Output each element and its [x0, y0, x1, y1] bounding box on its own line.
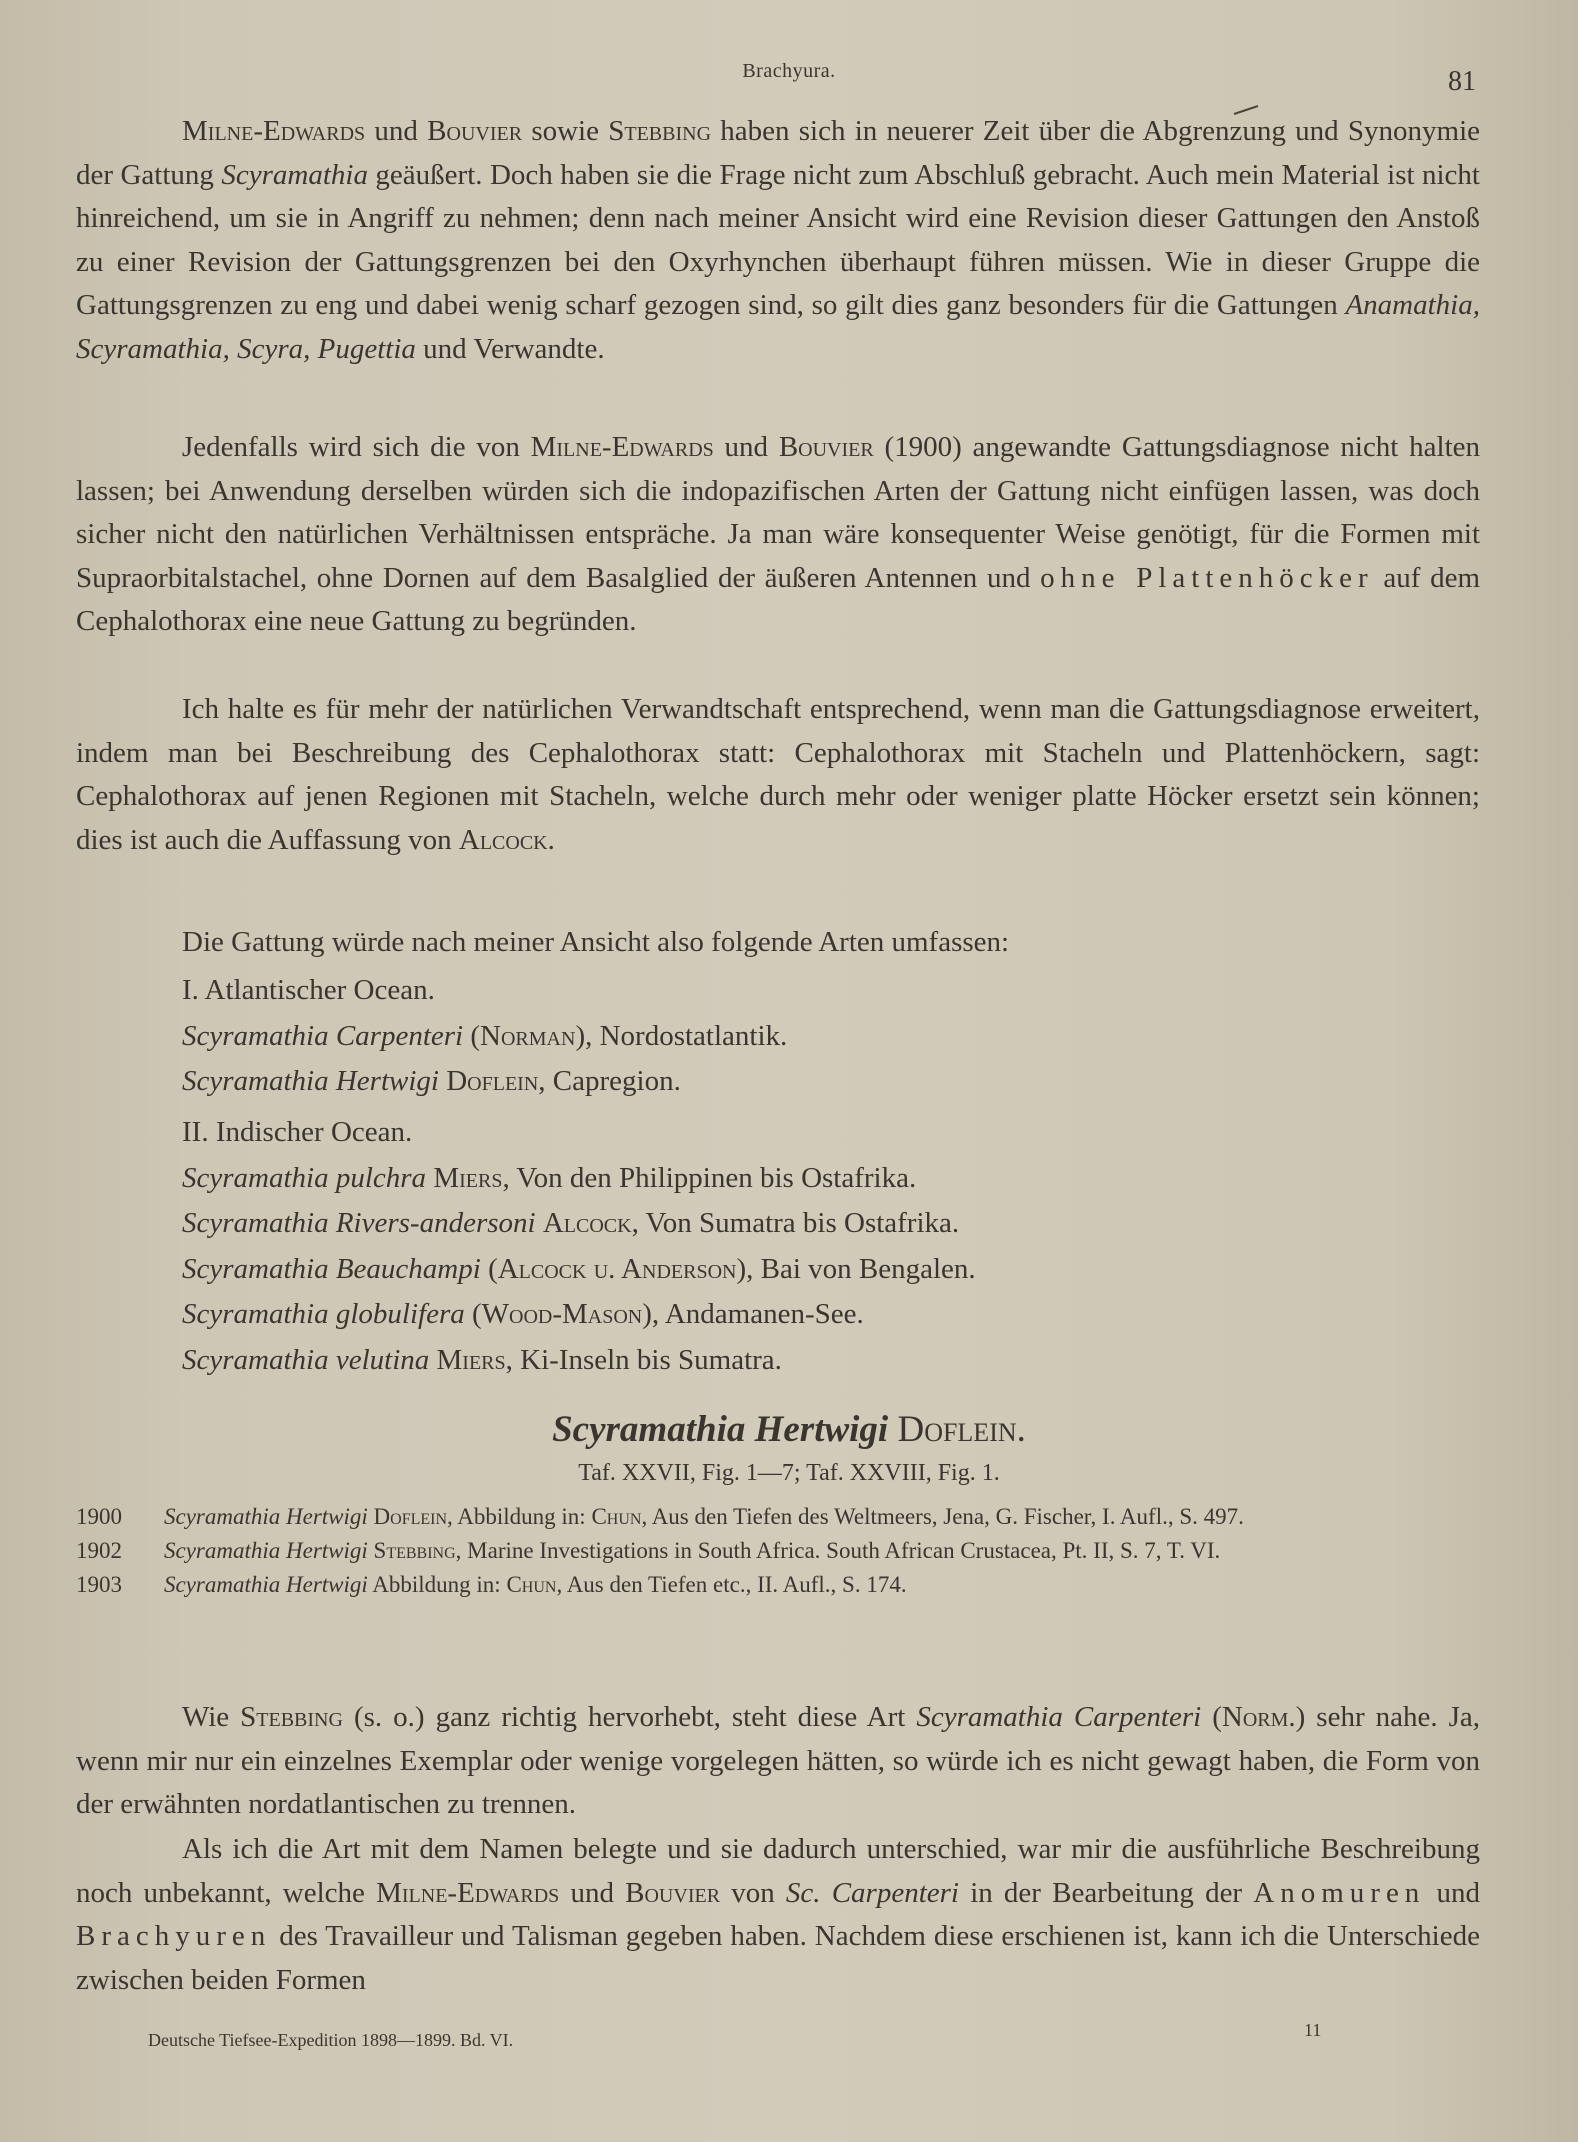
genus-name: Scyramathia	[182, 1161, 329, 1194]
author-name: Doflein	[446, 1065, 539, 1097]
text-run: und Verwandte.	[415, 332, 605, 365]
species-name: Rivers-andersoni	[335, 1207, 536, 1239]
species-list-indian	[182, 1110, 1432, 1383]
species-list-atlantic	[182, 968, 1432, 1105]
list-heading: II. Indischer Ocean.	[182, 1116, 413, 1148]
author-name: Bouvier	[427, 115, 523, 147]
text-run: , Aus den Tiefen des Weltmeers, Jena, G. Fischer, I. Aufl., S. 497.	[641, 1504, 1244, 1529]
genus-name: Scyramathia	[182, 1019, 329, 1052]
author-name: Stebbing	[240, 1701, 343, 1733]
signature-mark: 11	[1304, 2020, 1322, 2040]
author-name: Bouvier	[778, 431, 874, 463]
genus-name: Scyramathia	[182, 1065, 329, 1097]
text-run: Abbildung in:	[372, 1572, 507, 1597]
text-run: ), Bai von Bengalen.	[736, 1252, 976, 1285]
reference-species: Scyramathia Hertwigi	[164, 1572, 368, 1597]
species-name: globulifera	[335, 1298, 465, 1330]
text-run: sowie	[522, 115, 609, 147]
text-run: und	[365, 115, 428, 147]
species-title-author: Doflein.	[897, 1409, 1026, 1450]
text-run: und	[1425, 1876, 1480, 1909]
text-run: .	[547, 823, 555, 856]
author-name: Wood-Mason	[481, 1298, 643, 1330]
series-footer: Deutsche Tiefsee-Expedition 1898—1899. Bd. VI.	[148, 2030, 514, 2050]
text-run: und	[559, 1876, 626, 1909]
author-name: Milne-Edwards	[530, 431, 714, 463]
author-name: Chun	[506, 1572, 557, 1597]
author-name: Stebbing	[373, 1538, 456, 1563]
author-name: Stebbing	[608, 115, 712, 147]
author-name: Alcock u. Anderson	[497, 1252, 737, 1285]
emphasis-spaced: Anomuren	[1253, 1876, 1426, 1909]
list-item	[182, 1059, 1432, 1105]
paragraph-6	[76, 1828, 1480, 2002]
author-name: Bouvier	[625, 1876, 721, 1909]
author-name: Milne-Edwards	[182, 115, 366, 147]
text-run: , Marine Investigations in South Africa. South African Crustacea, Pt. II, S. 7, T. VI.	[455, 1538, 1221, 1563]
species-name: Scyramathia Carpenteri	[916, 1701, 1202, 1733]
text-run: Ich halte es für mehr der natürlichen Verwandtschaft entsprechend, wenn man die Gattungsdiagnose erweitert, indem man bei Beschreibung des Cephalothorax statt: Cephalothorax mit Stacheln und Plattenhöckern, sagt: Cephalothorax auf jenen Regionen mit Stacheln, welche durch mehr oder weniger platte Höcker ersetzt sein können; dies ist auch die Auffassung von	[76, 693, 1480, 856]
species-name: pulchra	[335, 1161, 427, 1194]
text-run: (s. o.) ganz richtig hervorhebt, steht diese Art	[342, 1701, 917, 1733]
author-name: Norman	[480, 1019, 576, 1052]
text-run: geäußert. Doch haben sie die Frage nicht zum Abschluß gebracht. Auch mein Material ist nicht hinreichend, um sie in Angriff zu nehmen; denn nach meiner Ansicht wird eine Revision dieser Gattungen den Anstoß zu einer Revision der Gattungsgrenzen bei den Oxyrhynchen überhaupt führen müssen. Wie in dieser Gruppe die Gattungsgrenzen zu eng und dabei wenig scharf gezogen sind, so gilt dies ganz besonders für die Gattungen	[76, 158, 1480, 321]
text-run: (	[480, 1252, 498, 1285]
text-run: ), Andamanen-See.	[642, 1298, 864, 1330]
text-run: , Capregion.	[538, 1065, 681, 1097]
list-item	[182, 1338, 1432, 1384]
species-name: Beauchampi	[335, 1252, 481, 1285]
reference-year: 1902	[76, 1538, 122, 1563]
text-run: Die Gattung würde nach meiner Ansicht also folgende Arten umfassen:	[182, 926, 1010, 958]
species-heading	[0, 1408, 1578, 1451]
text-run: (1900) angewandte Gattungsdiagnose nicht halten lassen; bei Anwendung derselben würden sich die indopazifischen Arten der Gattung nicht einfügen lassen, was doch sicher nicht den natürlichen Verhältnissen entspräche. Ja man wäre konsequenter Weise genötigt, für die Formen mit Supraorbitalstachel, ohne Dornen auf dem Basalglied der äußeren Antennen und	[76, 431, 1480, 594]
paragraph-5	[76, 1696, 1480, 1827]
list-item	[182, 1201, 1432, 1247]
author-name: Milne-Edwards	[376, 1876, 560, 1909]
text-run: (	[463, 1019, 481, 1052]
text-run	[536, 1207, 543, 1239]
species-name: velutina	[335, 1343, 430, 1376]
text-run: , Abbildung in:	[447, 1504, 592, 1529]
paragraph-3	[76, 688, 1480, 862]
page-number: 81	[1448, 66, 1476, 97]
genus-name: Scyramathia	[221, 158, 368, 191]
paragraph-4	[76, 921, 1480, 965]
reference-entry	[76, 1568, 1480, 1602]
text-run: Als ich die Art mit dem Namen belegte und sie dadurch unterschied, war mir die ausführliche Beschreibung noch unbekannt, welche	[76, 1833, 1480, 1909]
reference-species: Scyramathia Hertwigi	[164, 1538, 368, 1563]
reference-entry	[76, 1534, 1480, 1568]
emphasis-spaced: Brachyuren	[76, 1920, 272, 1952]
species-title-name: Scyramathia Hertwigi	[552, 1409, 889, 1450]
text-run: , Von den Philippinen bis Ostafrika.	[502, 1161, 917, 1194]
genus-name: Scyramathia	[182, 1298, 329, 1330]
text-run: ), Nordostatlantik.	[575, 1019, 788, 1052]
text-run: haben sich in neuerer Zeit über die Abgrenzung und Synonymie der Gattung	[76, 115, 1481, 191]
genus-name: Scyramathia	[182, 1343, 329, 1376]
list-item	[182, 1014, 1432, 1060]
author-name: Alcock	[542, 1207, 632, 1239]
text-run: Jedenfalls wird sich die von	[182, 431, 531, 463]
text-run: ) sehr nahe. Ja, wenn mir nur ein einzelnes Exemplar oder wenige vorgelegen hätten, so würde ich es nicht gewagt haben, die Form von der erwähnten nordatlantischen zu trennen.	[76, 1701, 1481, 1820]
list-item	[182, 1247, 1432, 1293]
author-name: Norm.	[1221, 1701, 1296, 1733]
genus-name: Scyramathia	[182, 1252, 329, 1285]
text-run: auf dem Cephalothorax eine neue Gattung zu begründen.	[76, 561, 1481, 637]
text-run: des Travailleur und Talisman gegeben haben. Nachdem diese erschienen ist, kann ich die Unterschiede zwischen beiden Formen	[76, 1920, 1480, 1996]
author-name: Doflein	[373, 1504, 448, 1529]
list-item	[182, 1292, 1432, 1338]
paragraph-1	[76, 110, 1480, 371]
text-run	[429, 1344, 436, 1376]
author-name: Miers	[436, 1343, 506, 1376]
species-name: Carpenteri	[335, 1019, 464, 1052]
list-heading: I. Atlantischer Ocean.	[182, 974, 435, 1006]
text-run: , Von Sumatra bis Ostafrika.	[631, 1207, 960, 1239]
genus-list: Anamathia, Scyramathia, Scyra, Pugettia	[76, 289, 1480, 365]
genus-name: Scyramathia	[182, 1207, 329, 1239]
reference-species: Scyramathia Hertwigi	[164, 1504, 368, 1529]
species-name: Sc. Carpenteri	[785, 1876, 959, 1909]
text-run: (	[464, 1298, 482, 1330]
author-name: Chun	[591, 1504, 642, 1529]
reference-year: 1903	[76, 1572, 122, 1597]
running-title: Brachyura.	[742, 60, 836, 82]
reference-year: 1900	[76, 1504, 122, 1529]
text-run: , Ki-Inseln bis Sumatra.	[505, 1343, 782, 1376]
paragraph-2	[76, 426, 1480, 644]
synonymy-references	[76, 1500, 1480, 1602]
reference-entry	[76, 1500, 1480, 1534]
author-name: Alcock	[458, 823, 548, 856]
list-item	[182, 1156, 1432, 1202]
text-run: Wie	[182, 1701, 241, 1733]
species-name: Hertwigi	[335, 1065, 439, 1097]
author-name: Miers	[433, 1161, 503, 1194]
text-run: (	[1201, 1701, 1222, 1733]
text-run: , Aus den Tiefen etc., II. Aufl., S. 174.	[556, 1572, 907, 1597]
plate-reference: Taf. XXVII, Fig. 1—7; Taf. XXVIII, Fig. 1.	[578, 1460, 1000, 1486]
text-run: und	[713, 431, 779, 463]
emphasis-spaced: ohne Plattenhöcker	[1040, 561, 1374, 594]
text-run: in der Bearbeitung der	[959, 1876, 1254, 1909]
text-run: von	[720, 1876, 786, 1909]
